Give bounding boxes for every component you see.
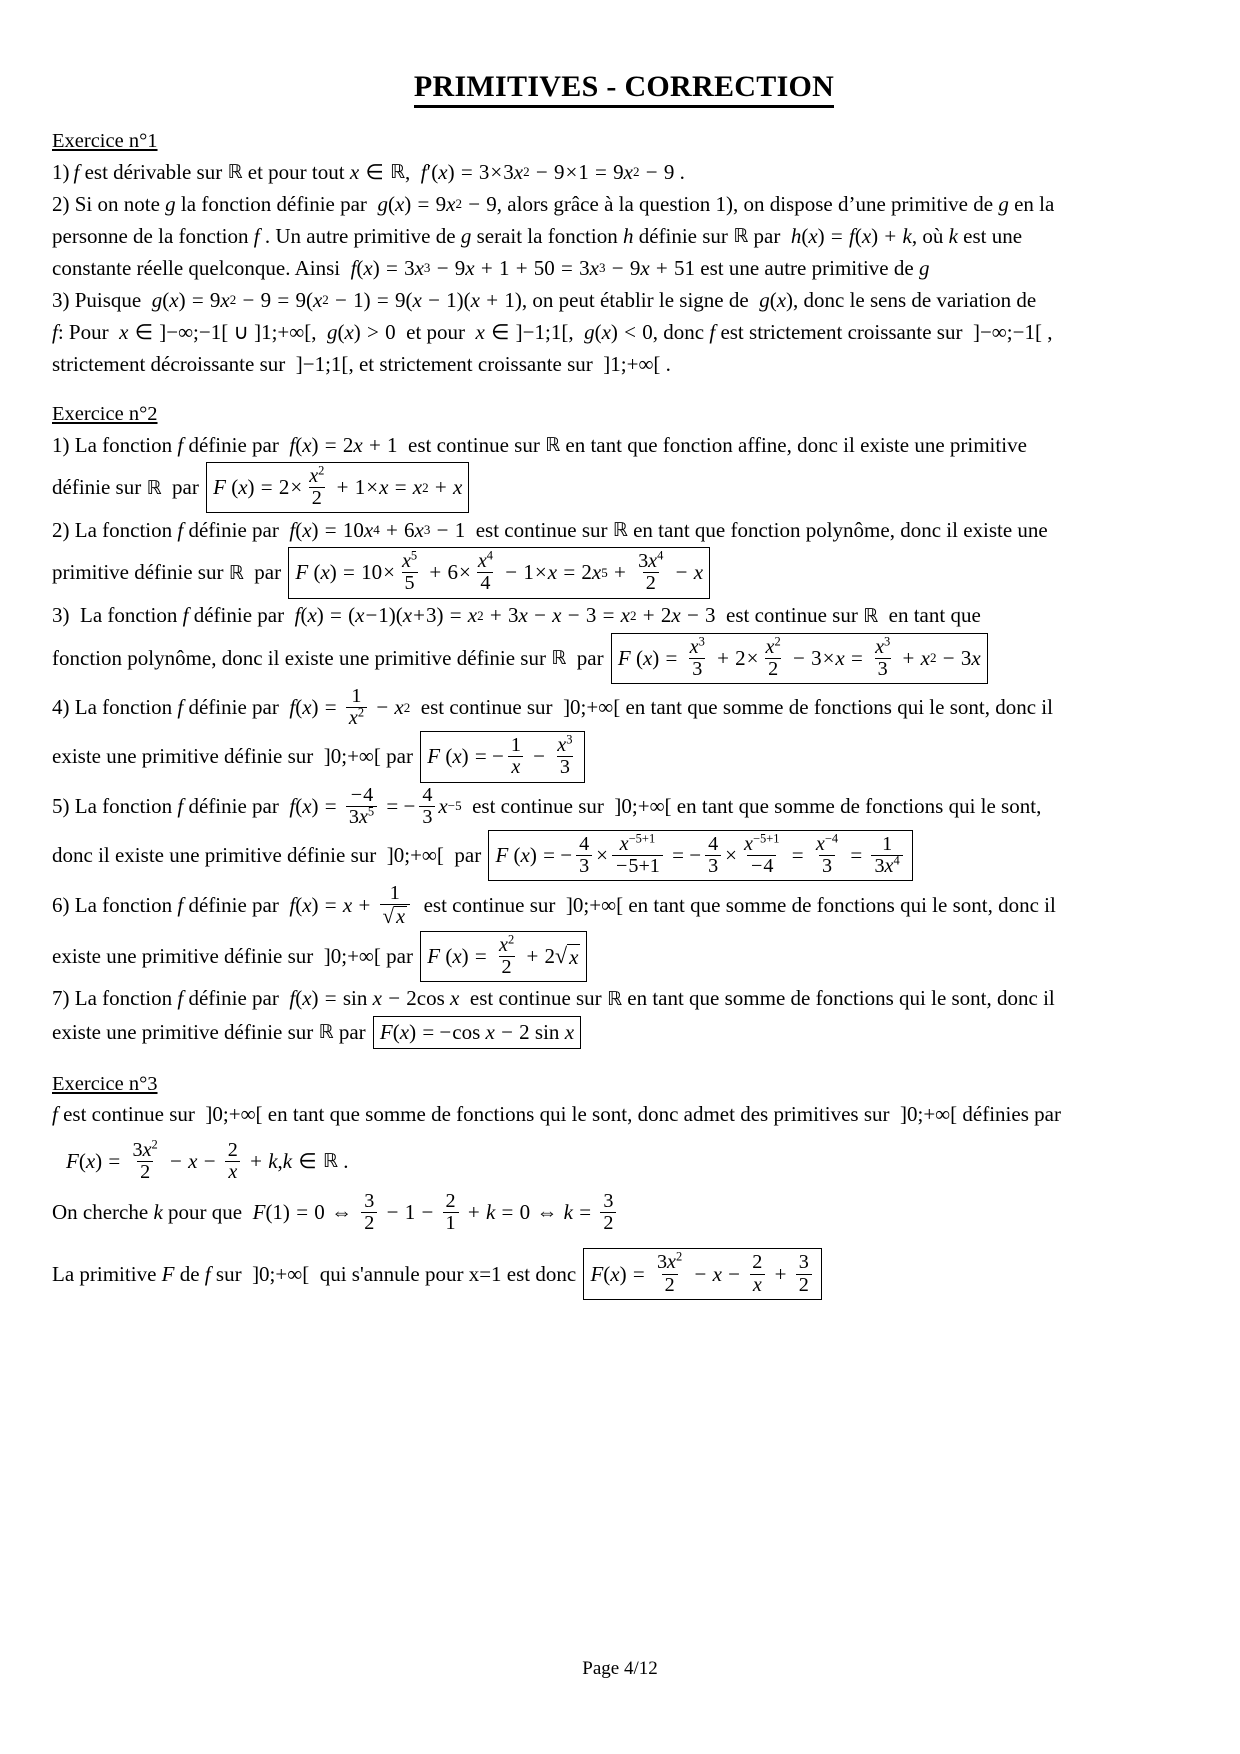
ex3-boxed-formula: F ( x ) = $\frac{3x^2}{2}$ − x − $\frac{2}{x}$ + $\frac{3}{2}$ xyxy=(583,1248,821,1299)
ex1-q3-line1: 3) Puisque g ( x ) = 9 x 2 − 9 = 9 ( x 2 − 1) = 9( x − 1)( x + 1) , on peut établir le signe de g ( x ) , donc le sens de variation de xyxy=(52,287,1037,312)
exercise-3-heading: Exercice n°3 xyxy=(52,1072,158,1095)
ex1-q1-line: 1) f est dérivable sur ℝ et pour tout x ∈ ℝ , f ′( x ) = 3 × 3 x 2 − 9 × 1 = 9 x 2 − 9 . xyxy=(52,159,685,184)
page-title: PRIMITIVES - CORRECTION xyxy=(52,70,1196,104)
ex2-item5-line1: 5) La fonction f définie par f ( x ) = $\frac{-4}{3x^5}$ = − $\frac{4}{3}$ x −5 est continue sur ]0;+∞[ en tant que somme de fonctions qui le sont, xyxy=(52,783,1042,828)
ex2-item5-line2: donc il existe une primitive définie sur ]0;+∞[ par F ( x ) = − $\frac{4}{3}$ × $\frac{x^{-5+1}}{-5+1}$ = − $\frac{4}{3}$ × $\frac{x^{-5+1}}{-4}$ = $\frac{x^{-4}}{3}$ = $\frac{1}{3x^4}$ xyxy=(52,830,1196,881)
ex2-item3-boxed-formula: F ( x ) = $\frac{x^3}{3}$ + 2 × $\frac{x^2}{2}$ − 3 × x = $\frac{x^3}{3}$ + x 2 − 3 x xyxy=(611,633,988,684)
ex3-final-line: La primitive F de f sur ]0;+∞[ qui s'annule pour x=1 est donc F ( x ) = $\frac{3x^2}{2}$ − x − $\frac{2}{x}$ + $\frac{3}{2}$ xyxy=(52,1248,1196,1299)
ex2-item7-boxed-formula: F ( x ) = − cos x − 2 sin x xyxy=(373,1016,581,1049)
page-footer: Page 4/12 xyxy=(582,1658,658,1679)
ex2-item6-line2: existe une primitive définie sur ]0;+∞[ par F ( x ) = $\frac{x^2}{2}$ + 2 √ x xyxy=(52,931,1196,982)
exercise-2-heading: Exercice n°2 xyxy=(52,403,158,425)
ex2-item4-line2: existe une primitive définie sur ]0;+∞[ par F ( x ) = − $\frac{1}{x}$ − $\frac{x^3}{3}$ xyxy=(52,731,1196,782)
ex2-item2-line1: 2) La fonction f définie par f ( x ) = 10 x 4 + 6 x 3 − 1 est continue sur ℝ en tant que fonction polynôme, donc il existe une xyxy=(52,517,1048,542)
ex2-item1-line2: définie sur ℝ par F ( x ) = 2 × $\frac{x^2}{2}$ + 1 × x = x 2 + x xyxy=(52,462,1196,513)
ex2-item2-boxed-formula: F ( x ) = 10 × $\frac{x^5}{5}$ + 6 × $\frac{x^4}{4}$ − 1 × x = 2 x 5 + $\frac{3x^4}{2}$ − x xyxy=(288,547,710,598)
ex2-item6-line1: 6) La fonction f définie par f ( x ) = x + 1 √ x est continue sur ]0;+∞[ en tant que somme de fonctions qui le sont, donc il xyxy=(52,882,1056,929)
ex2-item6-boxed-formula: F ( x ) = $\frac{x^2}{2}$ + 2 √ x xyxy=(420,931,587,982)
ex2-item7-line2: existe une primitive définie sur ℝ par F ( x ) = − cos x − 2 sin x xyxy=(52,1016,1196,1049)
ex3-formula-line: F ( x ) = $\frac{3x^2}{2}$ − x − $\frac{2}{x}$ + k , k ∈ ℝ . xyxy=(66,1137,349,1183)
ex1-q2-line3: constante réelle quelconque. Ainsi f ( x ) = 3 x 3 − 9 x + 1 + 50 = 3 x 3 − 9 x + 51 est une autre primitive de g xyxy=(52,255,930,280)
ex2-item1-boxed-formula: F ( x ) = 2 × $\frac{x^2}{2}$ + 1 × x = x 2 + x xyxy=(206,462,469,513)
ex2-item3-line1: 3) La fonction f définie par f ( x ) = ( x − 1)( x + 3) = x 2 + 3 x − x − 3 = x 2 + 2 x − 3 est continue sur ℝ en tant que xyxy=(52,603,981,628)
ex2-item5-boxed-formula: F ( x ) = − $\frac{4}{3}$ × $\frac{x^{-5+1}}{-5+1}$ = − $\frac{4}{3}$ × $\frac{x^{-5+1}}{-4}$ = $\frac{x^{-4}}{3}$ = $\frac{1}{3x^4}$ xyxy=(488,830,912,881)
ex2-item2-line2: primitive définie sur ℝ par F ( x ) = 10 × $\frac{x^5}{5}$ + 6 × $\frac{x^4}{4}$ − 1 × x = 2 x 5 + $\frac{3x^4}{2}$ − x xyxy=(52,547,1196,598)
exercise-1-heading: Exercice n°1 xyxy=(52,130,158,152)
ex2-item1-line1: 1) La fonction f définie par f ( x ) = 2 x + 1 est continue sur ℝ en tant que fonction affine, donc il existe une primitive xyxy=(52,432,1027,457)
ex1-q2-line2: personne de la fonction f . Un autre primitive de g serait la fonction h définie sur ℝ par h ( x ) = f ( x ) + k , où k est une xyxy=(52,223,1023,248)
ex2-item3-line2: fonction polynôme, donc il existe une primitive définie sur ℝ par F ( x ) = $\frac{x^3}{3}$ + 2 × $\frac{x^2}{2}$ − 3 × x = $\frac{x^3}{3}$ + x 2 − 3 x xyxy=(52,633,1196,684)
ex3-condition-line: On cherche k pour que F (1) = 0 ⇔ $\frac{3}{2}$ − 1 − $\frac{2}{1}$ + k = 0 ⇔ k = $\frac{3}{2}$ xyxy=(52,1191,1196,1234)
ex1-q3-line2: f : Pour x ∈ ]−∞;−1[ ∪ ]1;+∞[ , g ( x ) > 0 et pour x ∈ ]−1;1[ , g ( x ) < 0 , donc f est strictement croissante sur ]−∞;−1[ , xyxy=(52,319,1053,344)
ex2-item4-boxed-formula: F ( x ) = − $\frac{1}{x}$ − $\frac{x^3}{3}$ xyxy=(420,731,585,782)
ex1-q2-line1: 2) Si on note g la fonction définie par g ( x ) = 9 x 2 − 9 , alors grâce à la question 1), on dispose d’une primitive de g en la xyxy=(52,191,1055,216)
ex2-item4-line1: 4) La fonction f définie par f ( x ) = $\frac{1}{x^2}$ − x 2 est continue sur ]0;+∞[ en tant que somme de fonctions qui le sont, donc il xyxy=(52,684,1053,730)
ex1-q3-line3: strictement décroissante sur ]−1;1[ , et strictement croissante sur ]1;+∞[ . xyxy=(52,351,671,376)
ex3-line1: f est continue sur ]0;+∞[ en tant que somme de fonctions qui le sont, donc admet des primitives sur ]0;+∞[ définies par xyxy=(52,1102,1061,1127)
ex2-item7-line1: 7) La fonction f définie par f ( x ) = sin x − 2cos x est continue sur ℝ en tant que somme de fonctions qui le sont, donc il xyxy=(52,986,1055,1011)
